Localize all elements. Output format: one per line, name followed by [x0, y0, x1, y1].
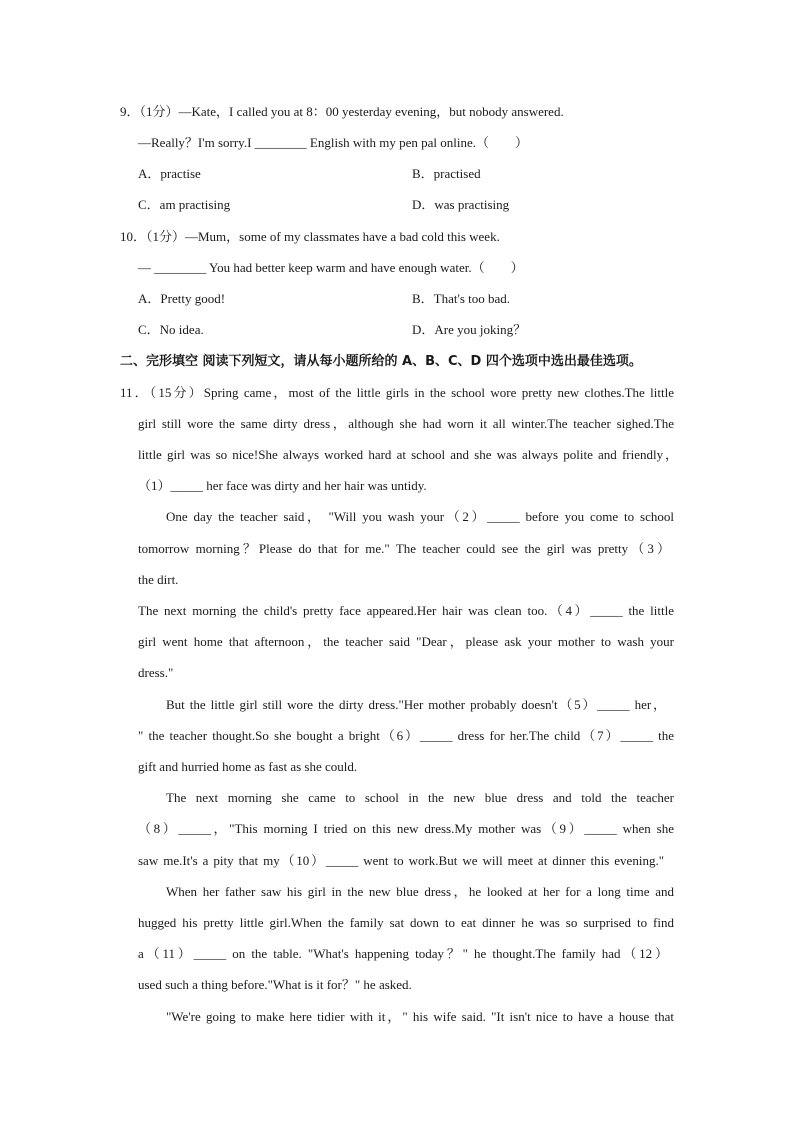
passage-line: the dirt. [138, 572, 179, 587]
passage-line: gift and hurried home as fast as she could. [138, 759, 358, 774]
passage-line: saw me.It's a pity that my（10）_____ went to work.But we will meet at dinner this evening." [138, 853, 664, 868]
passage-line: a（11）_____ on the table. "What's happening today？" he thought.The family had（12） [138, 946, 668, 961]
passage-line: 11．（15分）Spring came，most of the little girls in the school wore pretty new clothes.The little [120, 385, 674, 400]
passage-line: The next morning the child's pretty face appeared.Her hair was clean too.（4）_____ the little [138, 603, 674, 618]
section-2-heading: 二、完形填空 阅读下列短文，请从每小题所给的 A、B、C、D 四个选项中选出最佳选项。 [120, 354, 642, 369]
passage-line: When her father saw his girl in the new blue dress，he looked at her for a long time and [166, 884, 674, 899]
question-10-reply: — ________ You had better keep warm and have enough water.（ ） [138, 260, 524, 275]
passage-line: hugged his pretty little girl.When the family sat down to eat dinner he was so surprised to find [138, 915, 674, 930]
passage-line: One day the teacher said， "Will you wash your（2）_____ before you come to school [166, 509, 674, 524]
passage-line: used such a thing before."What is it for？" he asked. [138, 977, 412, 992]
question-10-option-d: D．Are you joking？ [412, 322, 527, 337]
passage-line: little girl was so nice!She always worked hard at school and she was always polite and friendly， [138, 447, 678, 462]
passage-line: "We're going to make here tidier with it，" his wife said. "It isn't nice to have a house that [166, 1009, 674, 1024]
question-10-stem: 10．（1分）—Mum，some of my classmates have a bad cold this week. [120, 229, 500, 244]
question-10-option-a: A．Pretty good! [138, 291, 226, 306]
passage-line: But the little girl still wore the dirty dress."Her mother probably doesn't（5）_____ her， [166, 697, 666, 712]
passage-line: （8）_____，"This morning I tried on this new dress.My mother was（9）_____ when she [138, 821, 674, 836]
passage-line: tomorrow morning？Please do that for me." The teacher could see the girl was pretty（3） [138, 541, 670, 556]
question-9-option-d: D．was practising [412, 197, 510, 212]
question-9-option-c: C．am practising [138, 197, 231, 212]
question-9-option-a: A．practise [138, 166, 201, 181]
question-10-option-b: B．That's too bad. [412, 291, 511, 306]
passage-line: girl went home that afternoon，the teacher said "Dear，please ask your mother to wash your [138, 634, 674, 649]
question-9-option-b: B．practised [412, 166, 481, 181]
question-9-stem: 9．（1分）—Kate，I called you at 8：00 yesterday evening，but nobody answered. [120, 104, 564, 119]
passage-line: " the teacher thought.So she bought a bright（6）_____ dress for her.The child（7）_____ the [138, 728, 674, 743]
passage-line: girl still wore the same dirty dress，although she had worn it all winter.The teacher sighed.The [138, 416, 674, 431]
passage-line: dress." [138, 665, 174, 680]
question-10-option-c: C．No idea. [138, 322, 204, 337]
passage-line: （1）_____ her face was dirty and her hair was untidy. [138, 478, 427, 493]
passage-line: The next morning she came to school in the new blue dress and told the teacher [166, 790, 674, 805]
question-9-reply: —Really？I'm sorry.I ________ English with my pen pal online.（ ） [138, 135, 529, 150]
